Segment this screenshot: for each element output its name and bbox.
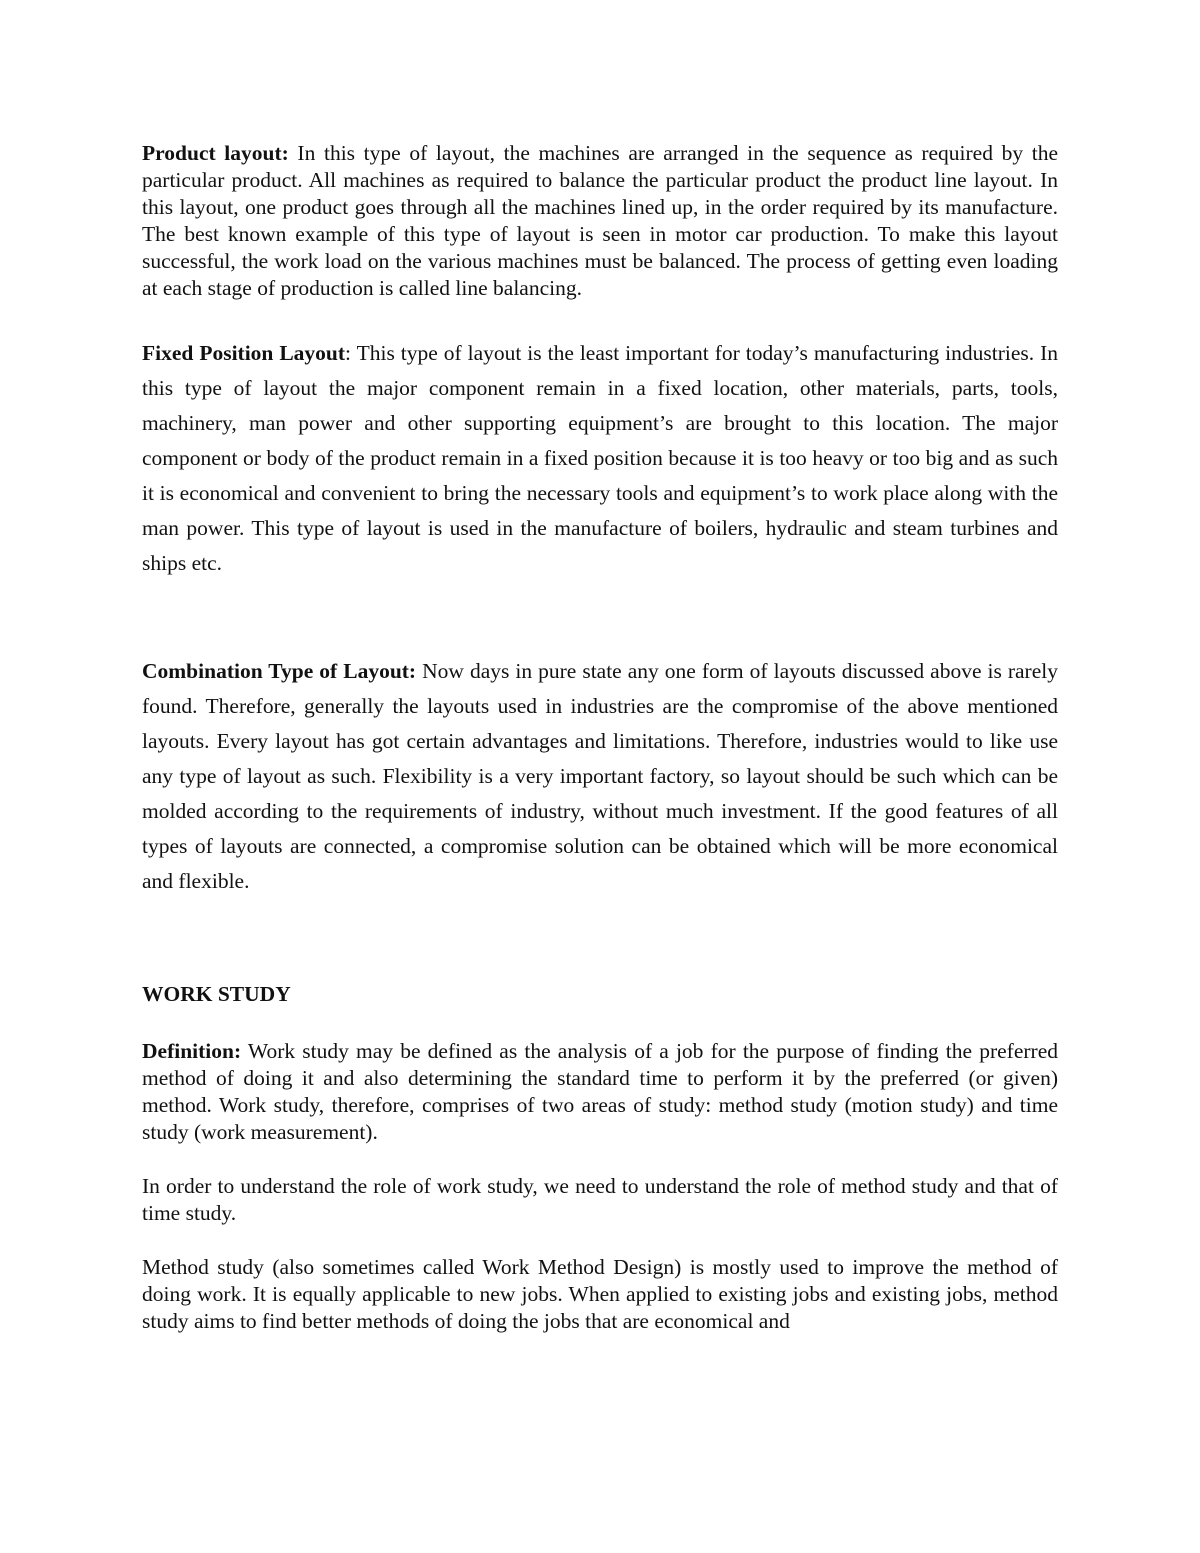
document-page bbox=[142, 140, 1058, 1335]
definition-paragraph bbox=[142, 1038, 1058, 1146]
fixed-position-layout-paragraph bbox=[142, 336, 1058, 581]
combination-layout-text: Now days in pure state any one form of layouts discussed above is rarely found. Therefore, generally the layouts used in industries are the compromise of the above mentioned layouts. Every layout has got certain advantages and limitations. Therefore, industries would to like use any type of layout as such. Flexibility is a very important factory, so layout should be such which can be molded according to the requirements of industry, without much investment. If the good features of all types of layouts are connected, a compromise solution can be obtained which will be more economical and flexible. bbox=[142, 659, 1058, 893]
combination-layout-lead: Combination Type of Layout: bbox=[142, 659, 417, 683]
work-study-heading: WORK STUDY bbox=[142, 982, 291, 1006]
product-layout-paragraph bbox=[142, 140, 1058, 302]
fixed-position-layout-text: : This type of layout is the least important for today’s manufacturing industries. In this type of layout the major component remain in a fixed location, other materials, parts, tools, machinery, man power and other supporting equipment’s are brought to this location. The major component or body of the product remain in a fixed position because it is too heavy or too big and as such it is economical and convenient to bring the necessary tools and equipment’s to work place along with the man power. This type of layout is used in the manufacture of boilers, hydraulic and steam turbines and ships etc. bbox=[142, 341, 1058, 575]
definition-text: Work study may be defined as the analysis of a job for the purpose of finding the preferred method of doing it and also determining the standard time to perform it by the preferred (or given) method. Work study, therefore, comprises of two areas of study: method study (motion study) and time study (work measurement). bbox=[142, 1039, 1058, 1144]
product-layout-text: In this type of layout, the machines are arranged in the sequence as required by the particular product. All machines as required to balance the particular product the product line layout. In this layout, one product goes through all the machines lined up, in the order required by its manufacture. The best known example of this type of layout is seen in motor car production. To make this layout successful, the work load on the various machines must be balanced. The process of getting even loading at each stage of production is called line balancing. bbox=[142, 141, 1058, 300]
combination-layout-paragraph bbox=[142, 654, 1058, 899]
method-study-paragraph: Method study (also sometimes called Work Method Design) is mostly used to improve the method of doing work. It is equally applicable to new jobs. When applied to existing jobs and existing jobs, method study aims to find better methods of doing the jobs that are economical and bbox=[142, 1255, 1058, 1333]
product-layout-lead: Product layout: bbox=[142, 141, 289, 165]
fixed-position-layout-lead: Fixed Position Layout bbox=[142, 341, 346, 365]
definition-lead: Definition: bbox=[142, 1039, 242, 1063]
order-paragraph: In order to understand the role of work study, we need to understand the role of method study and that of time study. bbox=[142, 1174, 1058, 1225]
